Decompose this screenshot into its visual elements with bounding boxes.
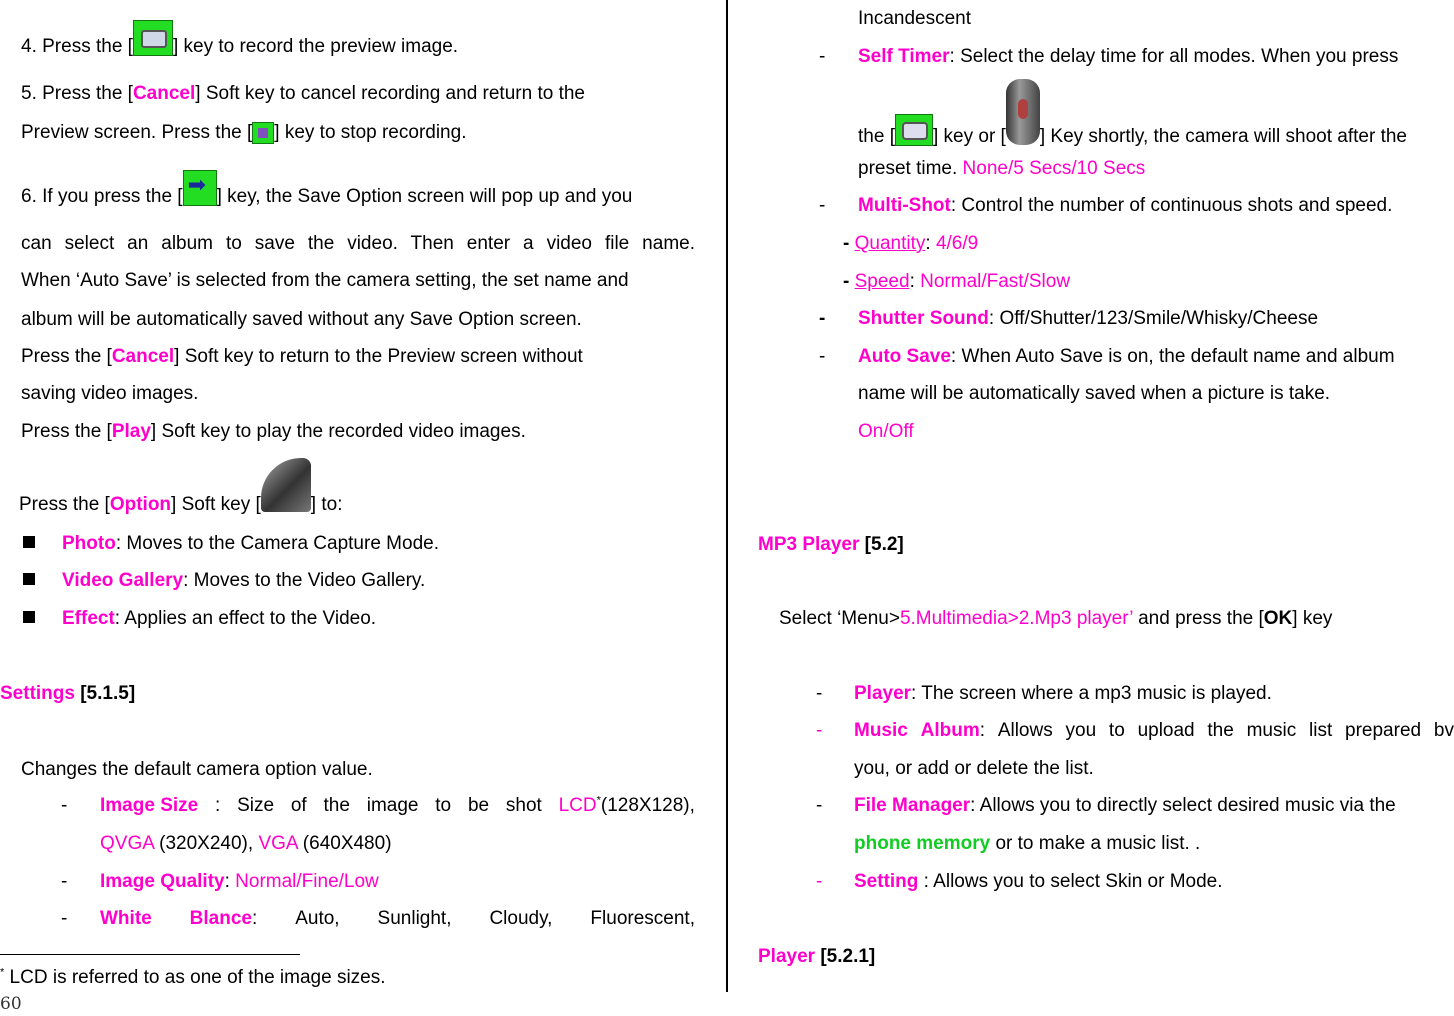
self-timer-line: Self Timer: Select the delay time for all modes. When you press (858, 46, 1399, 67)
para-cancel-recording-line2: Preview screen. Press the [ ] key to stop recording. (21, 122, 467, 143)
image-size-line: Image Size : Size of the image to be shot LCD*(128X128), (100, 794, 695, 816)
side-key-icon (1006, 79, 1040, 145)
para-cancel-return-line2: saving video images. (21, 383, 199, 404)
player-line: Player: The screen where a mp3 music is played. (854, 683, 1272, 704)
dash-setting: - (816, 871, 823, 892)
file-manager-line: File Manager: Allows you to directly select desired music via the (854, 795, 1396, 816)
dash-shutter: - (819, 308, 826, 329)
para-cancel-recording: 5. Press the [Cancel] Soft key to cancel recording and return to the (21, 83, 585, 104)
bullet-photo: Photo: Moves to the Camera Capture Mode. (23, 532, 439, 556)
incandescent-text: Incandescent (858, 8, 972, 29)
quantity-line: - Quantity: 4/6/9 (843, 233, 979, 254)
image-size-line2: QVGA (320X240), VGA (640X480) (100, 833, 392, 854)
bullet-video-gallery: Video Gallery: Moves to the Video Gallery. (23, 569, 425, 593)
save-icon (183, 170, 217, 206)
para-save-option: 6. If you press the [➡ ] key, the Save Option screen will pop up and you (21, 185, 695, 209)
player-heading: Player [5.2.1] (758, 946, 876, 967)
para-record: 4. Press the [ ] key to record the preview image. (21, 35, 458, 59)
para-play: Press the [Play] Soft key to play the recorded video images. (21, 421, 526, 442)
settings-intro: Changes the default camera option value. (21, 759, 373, 780)
para-save-option-line4: album will be automatically saved without any Save Option screen. (21, 309, 582, 330)
page-number: 60 (0, 994, 22, 1014)
stop-icon (252, 122, 274, 144)
para-option: Press the [Option] Soft key [ ] to: (19, 493, 342, 517)
auto-save-values: On/Off (858, 421, 914, 442)
self-timer-line3: preset time. None/5 Secs/10 Secs (858, 158, 1146, 179)
speed-line: - Speed: Normal/Fast/Slow (843, 271, 1071, 292)
dash-image-quality: - (61, 871, 68, 892)
mp3-select-line: Select ‘Menu>5.Multimedia>2.Mp3 player’ and press the [OK] key (779, 608, 1333, 629)
camera-icon (895, 114, 933, 146)
mp3-player-heading: MP3 Player [5.2] (758, 534, 904, 555)
file-manager-line2: phone memory or to make a music list. . (854, 833, 1201, 854)
dash-file-manager: - (816, 795, 823, 816)
self-timer-line2: the [ ] key or [ ] Key shortly, the camera will shoot after the (858, 125, 1407, 149)
dash-music-album: - (816, 720, 823, 741)
square-bullet-icon (23, 611, 35, 623)
dash-multi-shot: - (819, 195, 826, 216)
para-cancel-return: Press the [Cancel] Soft key to return to the Preview screen without (21, 346, 583, 367)
dash-image-size: - (61, 795, 68, 816)
dash-player: - (816, 683, 823, 704)
shutter-sound-line: Shutter Sound: Off/Shutter/123/Smile/Whisky/Cheese (858, 308, 1319, 329)
footnote: * LCD is referred to as one of the image sizes. (0, 966, 386, 988)
para-save-option-line2: can select an album to save the video. Then enter a video file name. (21, 233, 695, 254)
footnote-divider (0, 954, 300, 955)
dash-white-balance: - (61, 908, 68, 929)
square-bullet-icon (23, 536, 35, 548)
video-record-icon (133, 20, 173, 56)
soft-key-icon (261, 458, 311, 512)
square-bullet-icon (23, 573, 35, 585)
music-album-line2: you, or add or delete the list. (854, 758, 1094, 779)
dash-self-timer: - (819, 46, 826, 67)
multi-shot-line: Multi-Shot: Control the number of continuous shots and speed. (858, 195, 1393, 216)
auto-save-line: Auto Save: When Auto Save is on, the default name and album (858, 346, 1395, 367)
bullet-effect: Effect: Applies an effect to the Video. (23, 607, 376, 631)
image-quality-line: Image Quality: Normal/Fine/Low (100, 871, 379, 892)
column-divider (726, 0, 728, 992)
setting-line: Setting : Allows you to select Skin or Mode. (854, 871, 1223, 892)
white-balance-line: White Blance: Auto, Sunlight, Cloudy, Fluorescent, (100, 908, 695, 929)
auto-save-line2: name will be automatically saved when a picture is take. (858, 383, 1331, 404)
dash-auto-save: - (819, 346, 826, 367)
para-save-option-line3: When ‘Auto Save’ is selected from the camera setting, the set name and (21, 270, 629, 291)
music-album-line: Music Album: Allows you to upload the music list prepared bv (854, 720, 1454, 741)
settings-heading: Settings [5.1.5] (0, 683, 136, 704)
